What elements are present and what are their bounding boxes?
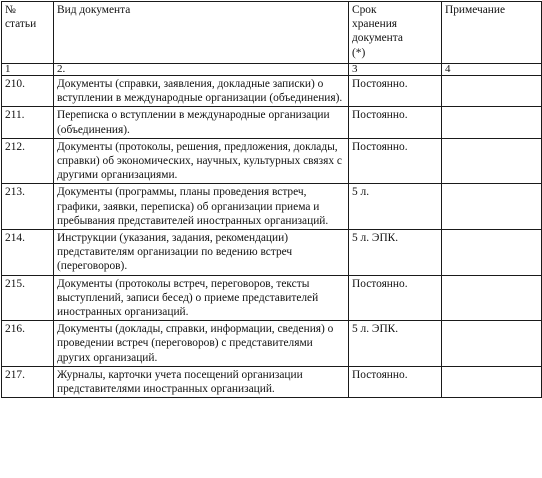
header-period-line-2: хранения xyxy=(352,18,398,31)
row-period: 5 л. ЭПК. xyxy=(349,230,442,276)
row-description: Документы (протоколы встреч, переговоров, тексты выступлений, записи бесед) о приеме представителей иностранных организаций. xyxy=(54,275,349,321)
row-number: 217. xyxy=(2,366,54,397)
row-description: Журналы, карточки учета посещений организации представителями иностранных организаций. xyxy=(54,366,349,397)
column-number-row xyxy=(2,64,542,76)
row-note xyxy=(442,230,542,276)
row-note xyxy=(442,184,542,230)
table-row xyxy=(2,230,542,276)
row-period: Постоянно. xyxy=(349,138,442,184)
header-article-number xyxy=(2,2,54,64)
header-retention-period xyxy=(349,2,442,64)
row-number: 211. xyxy=(2,107,54,138)
column-number-3: 3 xyxy=(349,64,442,76)
row-note xyxy=(442,321,542,367)
row-period: Постоянно. xyxy=(349,275,442,321)
row-number: 215. xyxy=(2,275,54,321)
row-note xyxy=(442,275,542,321)
row-description: Документы (справки, заявления, докладные записки) о вступлении в международные организации (объединения). xyxy=(54,76,349,107)
table-header-row xyxy=(2,2,542,64)
row-period: 5 л. xyxy=(349,184,442,230)
header-note: Примечание xyxy=(442,2,542,64)
header-number-word: статьи xyxy=(5,18,37,31)
column-number-2: 2. xyxy=(54,64,349,76)
row-description: Инструкции (указания, задания, рекомендации) представителям организации по ведению встреч (переговоров). xyxy=(54,230,349,276)
header-number-sign: № xyxy=(5,4,16,16)
row-note xyxy=(442,138,542,184)
column-number-4: 4 xyxy=(442,64,542,76)
table-row xyxy=(2,184,542,230)
header-period-line-3: документа xyxy=(352,32,403,45)
row-period: Постоянно. xyxy=(349,366,442,397)
table-row xyxy=(2,321,542,367)
row-note xyxy=(442,76,542,107)
table-row xyxy=(2,366,542,397)
table-row xyxy=(2,275,542,321)
retention-schedule-table xyxy=(1,1,542,398)
row-description: Документы (доклады, справки, информации, сведения) о проведении встреч (переговоров) с представителями других организаций. xyxy=(54,321,349,367)
row-number: 210. xyxy=(2,76,54,107)
row-number: 214. xyxy=(2,230,54,276)
row-period: 5 л. ЭПК. xyxy=(349,321,442,367)
header-period-line-1: Срок xyxy=(352,4,377,16)
header-doc-type: Вид документа xyxy=(54,2,349,64)
row-period: Постоянно. xyxy=(349,107,442,138)
row-description: Переписка о вступлении в международные организации (объединения). xyxy=(54,107,349,138)
table-row xyxy=(2,107,542,138)
row-description: Документы (программы, планы проведения встреч, графики, заявки, переписка) об организации приема и пребывания представителей иностранных организаций. xyxy=(54,184,349,230)
row-number: 212. xyxy=(2,138,54,184)
row-note xyxy=(442,107,542,138)
table-row xyxy=(2,76,542,107)
row-note xyxy=(442,366,542,397)
header-period-line-4: (*) xyxy=(352,46,366,59)
column-number-1: 1 xyxy=(2,64,54,76)
row-description: Документы (протоколы, решения, предложения, доклады, справки) об экономических, научных, культурных связях с другими организациями. xyxy=(54,138,349,184)
table-row xyxy=(2,138,542,184)
row-period: Постоянно. xyxy=(349,76,442,107)
row-number: 213. xyxy=(2,184,54,230)
row-number: 216. xyxy=(2,321,54,367)
